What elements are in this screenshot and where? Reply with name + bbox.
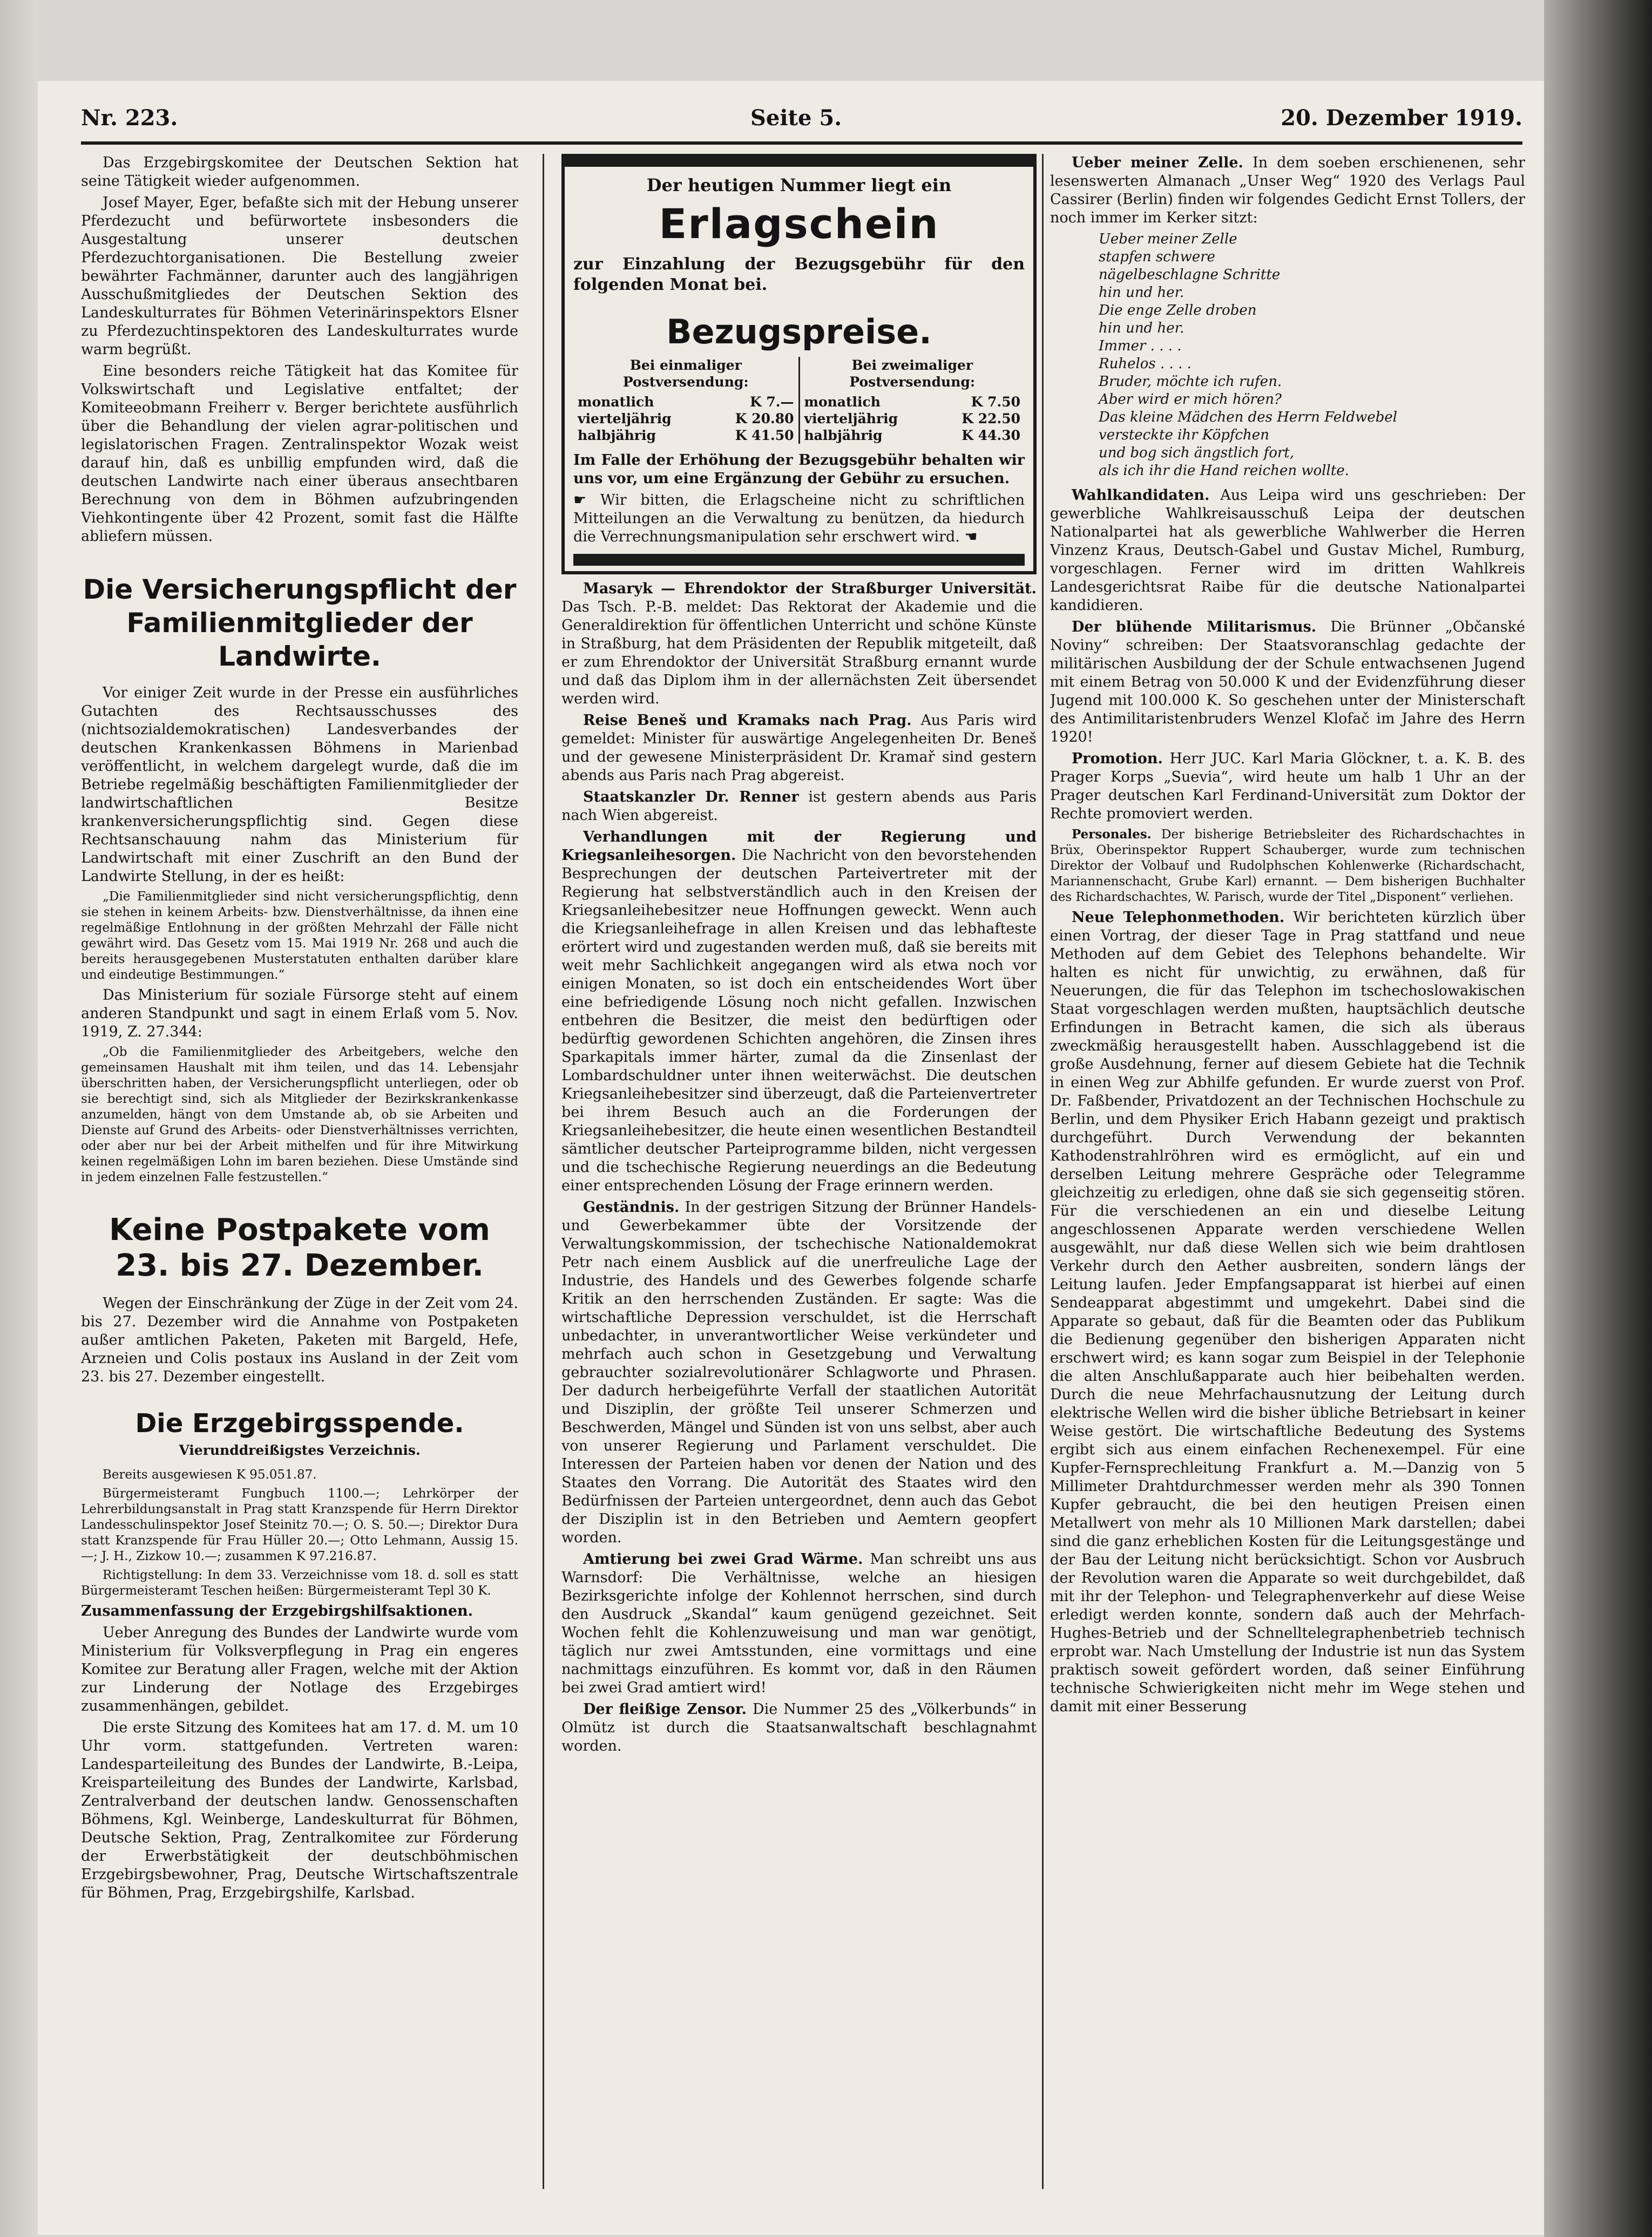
poem-line: hin und her. xyxy=(1099,284,1184,301)
column-2 xyxy=(561,154,1037,2200)
scan-right-edge-shadow xyxy=(1544,0,1652,2237)
column-1 xyxy=(81,154,518,2200)
page-number: Seite 5. xyxy=(750,105,842,131)
paragraph: Ueber Anregung des Bundes der Landwirte wurde vom Ministerium für Volksverpflegung in Prag ein engeres Komitee zur Beratung aller Fragen, welche mit der Aktion zur Linderung der Notlage des Erzgebirges zusammenhängen, gebildet. xyxy=(81,1624,518,1714)
article-lead: Wahlkandidaten. xyxy=(1072,487,1210,504)
poem-line: Das kleine Mädchen des Herrn Feldwebel xyxy=(1099,409,1398,425)
price-value: K 41.50 xyxy=(735,428,794,443)
box-text: zur Einzahlung der Bezugsgebühr für den folgenden Monat bei. xyxy=(573,255,1025,294)
price-column-double xyxy=(800,357,1025,444)
box-top-bar xyxy=(565,157,1033,167)
article-text: Aus Paris wird gemeldet: Minister für auswärtige Angelegenheiten Dr. Beneš und der gewesene Ministerpräsident Dr. Kramař sind gestern abends aus Paris nach Prag abgereist. xyxy=(561,712,1037,784)
paragraph: Das Ministerium für soziale Fürsorge steht auf einem anderen Standpunkt und sagt in einem Erlaß vom 5. Nov. 1919, Z. 27.344: xyxy=(81,987,518,1040)
quote-paragraph: „Die Familienmitglieder sind nicht versicherungspflichtig, denn sie stehen in keinem Arbeits- bzw. Dienstverhältnisse, da ihnen eine regelmäßige Entlohnung in der größten Mehrzahl der Fälle nicht gewährt wird. Das Gesetz vom 15. Mai 1919 Nr. 268 und auch die bereits herausgegebenen Musterstatuten enthalten darüber klare und eindeutige Bestimmungen.“ xyxy=(81,890,518,982)
poem-line: hin und her. xyxy=(1099,320,1184,336)
article-subheadline: Vierunddreißigstes Verzeichnis. xyxy=(179,1442,421,1458)
article-text: ist gestern abends aus Paris nach Wien abgereist. xyxy=(561,789,1037,824)
issue-number: Nr. 223. xyxy=(81,105,178,131)
article-lead: Geständnis. xyxy=(583,1199,680,1216)
prices-title: Bezugspreise. xyxy=(666,312,932,351)
box-title: Erlagschein xyxy=(659,200,939,248)
price-period: vierteljährig xyxy=(804,411,898,426)
scan-left-margin xyxy=(0,0,38,2237)
article-text: Man schreibt uns aus Warnsdorf: Die Verhältnisse, welche an hiesigen Bezirksgerichte infolge der Kohlennot herrschen, sind durch den Ausdruck „Skandal“ kaum genügend gezeichnet. Seit Wochen fehlt die Kohlenzuweisung und man war genötigt, täglich nur zwei Amtsstunden, eine vormittags und eine nachmittags einzuführen. Es kommt vor, daß in den Räumen bei zwei Grad amtiert wird! xyxy=(561,1551,1037,1696)
poem-line: Die enge Zelle droben xyxy=(1099,302,1257,318)
box-bottom-bar xyxy=(573,554,1025,566)
price-period: halbjährig xyxy=(578,428,656,443)
article-lead: Der blühende Militarismus. xyxy=(1072,619,1317,635)
column-rule-1 xyxy=(543,154,544,2189)
article-text: Die Brünner „Občanské Noviny“ schreiben: Der Staatsvoranschlag gedachte der militärischen Ausbildung der der Schule entwachsenen Jugend mit einem Betrag von 50.000 K und der Evidenzführung dieser Jugend mit 100.000 K. So geschehen unter der Ministerschaft des Antimilitaristenbruders Wenzel Klofač im Jahre des Herrn 1920! xyxy=(1050,619,1525,745)
paragraph: Die erste Sitzung des Komitees hat am 17. d. M. um 10 Uhr vorm. stattgefunden. Vertreten waren: Landesparteileitung des Bundes der Landwirte, B.-Leipa, Kreisparteileitung des Bundes der Landwirte, Karlsbad, Zentralverband der deutschen landw. Genossenschaften Böhmens, Kgl. Weinberge, Landeskulturrat für Böhmen, Deutsche Sektion, Prag, Zentralkomitee zur Förderung der Erwerbstätigkeit der deutschböhmischen Erzgebirgsbewohner, Prag, Deutsche Wirtschaftszentrale für Böhmen, Prag, Erzgebirgshilfe, Karlsbad. xyxy=(81,1719,518,1901)
article-lead: Reise Beneš und Kramaks nach Prag. xyxy=(583,712,912,729)
article-lead: Amtierung bei zwei Grad Wärme. xyxy=(583,1551,863,1568)
paragraph: Josef Mayer, Eger, befaßte sich mit der Hebung unserer Pferdezucht und befürwortete insbesonders die Ausgestaltung unserer deutschen Pferdezuchtorganisationen. Die Bestellung zweier bewährter Fachmänner, darunter auch des langjährigen Ausschußmitgliedes der Deutschen Sektion des Landeskulturrates für Böhmen Veterinärinspektors Elsner zu Pferdezuchtinspektoren des Landeskulturrates wurde warm begrüßt. xyxy=(81,194,518,358)
poem-line: Ruhelos . . . . xyxy=(1099,356,1191,372)
article-text: Herr JUC. Karl Maria Glöckner, t. a. K. B. des Prager Korps „Suevia“, wird heute um halb 1 Uhr an der Prager deutschen Karl Ferdinand-Universität zum Doktor der Rechte promoviert werden. xyxy=(1050,750,1525,822)
price-value: K 20.80 xyxy=(735,411,794,426)
price-table xyxy=(573,357,1025,444)
article-headline: Die Erzgebirgsspende. xyxy=(135,1408,464,1439)
paragraph: Vor einiger Zeit wurde in der Presse ein ausführliches Gutachten des Rechtsausschusses des (nichtsozialdemokratischen) Landesverbandes der deutschen Krankenkassen Böhmens in Marienbad veröffentlicht, in welchem dargelegt wurde, daß die im Betriebe regelmäßig beschäftigten Familienmitglieder der landwirtschaftlichen Besitze krankenversicherungspflichtig sind. Gegen diese Rechtsanschauung nahm das Ministerium für Landwirtschaft mit einer Zuschrift an den Bund der Landwirte Stellung, in der es heißt: xyxy=(81,684,518,885)
section-heading: Zusammenfassung der Erzgebirgshilfsaktionen. xyxy=(81,1603,473,1619)
header-rule xyxy=(81,141,1522,145)
paragraph: Eine besonders reiche Tätigkeit hat das Komitee für Volkswirtschaft und Legislative entfaltet; der Komiteeobmann Freiherr v. Berger berichtete ausführlich über die Behandlung der vielen agrar-politischen und legislatorischen Fragen. Zentralinspektor Wozak weist darauf hin, daß es unbillig empfunden wird, daß die deutschen Landwirte nach einer überaus ansechtbaren Berechnung von dem in Böhmen aufzubringenden Viehkontingente über 42 Prozent, somit fast die Hälfte abliefern müssen. xyxy=(81,363,518,545)
poem-line: Bruder, möchte ich rufen. xyxy=(1099,374,1282,390)
price-value: K 7.— xyxy=(749,394,794,410)
poem-line: Aber wird er mich hören? xyxy=(1099,391,1282,408)
price-column-head: Bei zweimaliger Postversendung: xyxy=(849,357,976,390)
subscription-box xyxy=(561,154,1037,574)
poem-line: stapfen schwere xyxy=(1099,249,1216,265)
price-period: monatlich xyxy=(578,394,654,410)
poem-line: versteckte ihr Köpfchen xyxy=(1099,427,1269,443)
quote-paragraph: „Ob die Familienmitglieder des Arbeitgebers, welche den gemeinsamen Haushalt mit ihm teilen, und das 14. Lebensjahr überschritten haben, der Versicherungspflicht unterliegen, oder ob sie berechtigt sind, sich als Mitglieder der Bezirkskrankenkasse anzumelden, hängt von dem Umstande ab, ob sie Arbeiten und Dienste auf Grund des Arbeits- oder Dienstverhältnisses verrichten, oder aber nur bei der Arbeit mithelfen und für ihre Mitwirkung keinen regelmäßigen Lohn im baren beziehen. Diese Umstände sind in jedem einzelnen Falle festzustellen.“ xyxy=(81,1045,518,1184)
article-text: Der bisherige Betriebsleiter des Richardschachtes in Brüx, Oberinspektor Ruppert Schauberger, wurde zum technischen Direktor der Volbauf und Rudolphschen Kohlenwerke (Richardschacht, Mariannenschacht, Grube Karl) ernannt. — Dem bisherigen Buchhalter des Richardschachtes, W. Parisch, wurde der Titel „Disponent“ verliehen. xyxy=(1050,828,1525,904)
poem-line: Ueber meiner Zelle xyxy=(1099,231,1237,247)
price-period: halbjährig xyxy=(804,428,883,443)
column-3 xyxy=(1050,154,1525,2200)
paragraph: Bereits ausgewiesen K 95.051.87. xyxy=(103,1468,317,1482)
issue-date: 20. Dezember 1919. xyxy=(1281,105,1522,131)
page-header xyxy=(81,105,1522,143)
price-value: K 44.30 xyxy=(962,428,1020,443)
price-row xyxy=(578,394,794,410)
price-row xyxy=(804,394,1021,410)
box-note: Im Falle der Erhöhung der Bezugsgebühr behalten wir uns vor, um eine Ergänzung der Gebühr zu ersuchen. xyxy=(573,452,1025,487)
article-lead: Neue Telephonmethoden. xyxy=(1072,909,1285,926)
paragraph: Das Erzgebirgskomitee der Deutschen Sektion hat seine Tätigkeit wieder aufgenommen. xyxy=(81,154,518,189)
poem-line: nägelbeschlagne Schritte xyxy=(1099,267,1281,283)
box-intro: Der heutigen Nummer liegt ein xyxy=(646,175,952,195)
article-lead: Ueber meiner Zelle. xyxy=(1072,154,1243,171)
price-row xyxy=(804,427,1021,444)
price-period: monatlich xyxy=(804,394,881,410)
article-text: In der gestrigen Sitzung der Brünner Handels- und Gewerbekammer übte der Vorsitzende der Verwaltungskommission, der tschechische Nationaldemokrat Petr nach einem Ausblick auf die unerfreuliche Lage der Industrie, des Handels und des Gewerbes folgende scharfe Kritik an den herrschenden Zuständen. Er sagte: Was die wirtschaftliche Depression verschuldet, ist die Herrschaft unbedachter, in unverantwortlicher Weise verkündeter und mehrfach auch schon in Gesetzgebung und Verwaltung gebrauchter sozialrevolutionärer Schlagworte und Phrasen. Der dadurch herbeigeführte Verfall der staatlichen Autorität und Disziplin, der größte Teil unserer Schmerzen und Beschwerden, Mängel und Sünden ist von uns selbst, aber auch von unserer Regierung und Parlament verschuldet. Die Interessen der Parteien haben vor denen der Nation und des Staates den Vorrang. Die Autorität des Staates wird den Bedürfnissen der Parteien untergeordnet, denn auch das Gebot der Disziplin ist in den Betrieben und Aemtern geopfert worden. xyxy=(561,1199,1037,1546)
article-lead: Verhandlungen mit der Regierung und Kriegsanleihesorgen. xyxy=(561,829,1037,864)
poem-line: Immer . . . . xyxy=(1099,338,1182,354)
article-text: Aus Leipa wird uns geschrieben: Der gewerbliche Wahlkreisausschuß Leipa der deutschen Nationalpartei hat als gewerbliche Wahlwerber die Herren Vinzenz Kraus, Deutsch-Gabel und Gustav Michel, Rumburg, vorgeschlagen. Ferner wird im dritten Wahlkreis Landesgerichtsrat Raibe für die deutsche Nationalpartei kandidieren. xyxy=(1050,487,1525,614)
column-rule-2 xyxy=(1042,154,1044,2189)
article-lead: Staatskanzler Dr. Renner xyxy=(583,789,799,805)
article-lead: Promotion. xyxy=(1072,750,1163,767)
article-text: Die Nachricht von den bevorstehenden Besprechungen der deutschen Parteivertreter mit der Regierung hat selbstverständlich auch in den Kreisen der Kriegsanleihebesitzer neue Hoffnungen geweckt. Wenn auch die Kriegsanleihefrage in allen Kreisen und das lebhafteste erörtert wird und zugestanden werden muß, daß sie bereits mit weit mehr Sachlichkeit angegangen wird als etwa noch vor einigen Monaten, so ist doch ein entscheidendes Wort über eine befriedigende Lösung noch nicht gefallen. Inzwischen entbehren die Besitzer, die meist den bedürftigen oder bedürftig gewordenen Schichten angehören, die Zinsen ihres Sparkapitals immer härter, zumal da die Zinsenlast der Lombardschuldner unter ihnen weiterwächst. Die deutschen Kriegsanleihebesitzer sind überzeugt, daß die Parteienvertreter bei ihrem Besuch auch an die Forderungen der Kriegsanleihebesitzer, die heute einen wesentlichen Bestandteil sämtlicher deutscher Parteiprogramme bilden, nicht vergessen und die tschechische Regierung neuerdings an die Bedeutung einer entsprechenden Lösung der Frage erinnern werden. xyxy=(561,847,1037,1194)
price-value: K 7.50 xyxy=(971,394,1020,410)
article-text: In dem soeben erschienenen, sehr lesenswerten Almanach „Unser Weg“ 1920 des Verlags Paul Cassirer (Berlin) finden wir folgendes Gedicht Ernst Tollers, der noch immer im Kerker sitzt: xyxy=(1050,154,1525,226)
price-row xyxy=(578,410,794,427)
article-text: Das Tsch. P.-B. meldet: Das Rektorat der Akademie und die Generaldirektion für öffentlichen Unterricht und schöne Künste in Straßburg, hat dem Präsidenten der Republik mitgeteilt, daß er zum Ehrendoktor der Universität Straßburg ernannt wurde und daß das Diplom ihm in der allernächsten Zeit übersendet werden wird. xyxy=(561,599,1037,707)
price-period: vierteljährig xyxy=(578,411,672,426)
article-lead: Masaryk — Ehrendoktor der Straßburger Universität. xyxy=(583,580,1037,597)
price-value: K 22.50 xyxy=(962,411,1020,426)
poem xyxy=(1099,231,1525,480)
price-column-head: Bei einmaliger Postversendung: xyxy=(622,357,749,390)
paragraph: Richtigstellung: In dem 33. Verzeichnisse vom 18. d. soll es statt Bürgermeisteramt Teschen heißen: Bürgermeisteramt Tepl 30 K. xyxy=(81,1568,518,1598)
poem-line: als ich ihr die Hand reichen wollte. xyxy=(1099,463,1349,479)
price-column-single xyxy=(573,357,800,444)
paragraph: Bürgermeisteramt Fungbuch 1100.—; Lehrkörper der Lehrerbildungsanstalt in Prag statt Kranzspende für Herrn Direktor Landesschulinspektor Josef Steinitz 70.—; O. S. 50.—; Direktor Dura statt Kranzspende für Frau Hüller 20.—; Otto Lehmann, Aussig 15.—; J. H., Zizkow 10.—; zusammen K 97.216.87. xyxy=(81,1487,518,1563)
article-lead: Der fleißige Zensor. xyxy=(583,1701,747,1718)
paragraph: Wegen der Einschränkung der Züge in der Zeit vom 24. bis 27. Dezember wird die Annahme von Postpaketen außer amtlichen Paketen, Paketen mit Bargeld, Hefe, Arzneien und Colis postaux ins Ausland in der Zeit vom 23. bis 27. Dezember eingestellt. xyxy=(81,1295,518,1385)
article-headline: Die Versicherungspflicht der Familienmitglieder der Landwirte. xyxy=(83,574,517,672)
article-text: Wir berichteten kürzlich über einen Vortrag, der dieser Tage in Prag stattfand und neue Methoden auf dem Gebiet des Telephons behandelte. Wir halten es nicht für unwichtig, zu erwähnen, daß für Neuerungen, die für das Telephon im tschechoslowakischen Staat vorgeschlagen werden mußten, hauptsächlich deutsche Erfindungen in Betracht kamen, die sich als überaus zweckmäßig herausgestellt haben. Ausschlaggebend ist die große Ausdehnung, ferner auf diesem Gebiete hat die Technik in einen Weg zur Abhilfe gefunden. Er wurde zuerst von Prof. Dr. Faßbender, Privatdozent an der Technischen Hochschule zu Berlin, und dem Physiker Erich Habann gezeigt und praktisch durchgeführt. Durch Verwendung der bekannten Kathodenstrahlröhren wird es ermöglicht, auf ein und derselben Leitung mehrere Gespräche oder Telegramme gleichzeitig zu erledigen, ohne daß sie sich gegenseitig stören. Für die verschiedenen an ein und dieselbe Leitung angeschlossenen Apparate werden verschiedene Wellen ausgewählt, nur daß diese Wellen sich wie beim drahtlosen Verkehr durch den Aether ausbreiten, sondern längs der Leitung laufen. Jeder Empfangsapparat ist hierbei auf einen Sendeapparat abgestimmt und umgekehrt. Dabei sind die Apparate so gebaut, daß für die Beamten oder das Publikum die Bedienung gegenüber den bisherigen Apparaten nicht erschwert wird; es kann sogar zum Beispiel in der Telephonie die alten Anschlußapparate auch hier beibehalten werden. Durch die neue Mehrfachausnutzung der Leitung durch elektrische Wellen wird die bisher übliche Betriebsart in keiner Weise gestört. Die wirtschaftliche Bedeutung des Systems ergibt sich aus einem einfachen Rechenexempel. Für eine Kupfer-Fernsprechleitung Frankfurt a. M.—Danzig von 5 Millimeter Drahtdurchmesser werden mehr als 390 Tonnen Kupfer gebraucht, die bei den heutigen Preisen einen Metallwert von mehr als 10 Millionen Mark darstellen; dabei sind die ganz erheblichen Kosten für die Leitungsgestänge und der Bau der Leitung nicht berücksichtigt. Schon vor Ausbruch der Revolution waren die Apparate so weit durchgebildet, daß mit ihr der Telephon- und Telegraphenverkehr auf diese Weise erledigt werden konnte, sondern daß auch der Mehrfach-Hughes-Betrieb und der Schnelltelegraphenbetrieb technisch erprobt war. Nach Umstellung der Industrie ist nun das System praktisch soweit gefördert worden, daß seiner Einführung technische Schwierigkeiten nicht mehr im Wege stehen und damit mit einer Besserung xyxy=(1050,909,1525,1715)
article-text: Die Nummer 25 des „Völkerbunds“ in Olmütz ist durch die Staatsanwaltschaft beschlagnahmt worden. xyxy=(561,1701,1037,1754)
article-lead: Personales. xyxy=(1072,827,1152,842)
article-headline: Keine Postpakete vom 23. bis 27. Dezember. xyxy=(109,1212,490,1283)
box-note: ☛ Wir bitten, die Erlagscheine nicht zu schriftlichen Mitteilungen an die Verwaltung zu benützen, da hiedurch die Verrechnungsmanipulation sehr erschwert wird. ☚ xyxy=(573,492,1025,545)
price-row xyxy=(804,410,1021,427)
price-row xyxy=(578,427,794,444)
poem-line: und bog sich ängstlich fort, xyxy=(1099,445,1295,461)
